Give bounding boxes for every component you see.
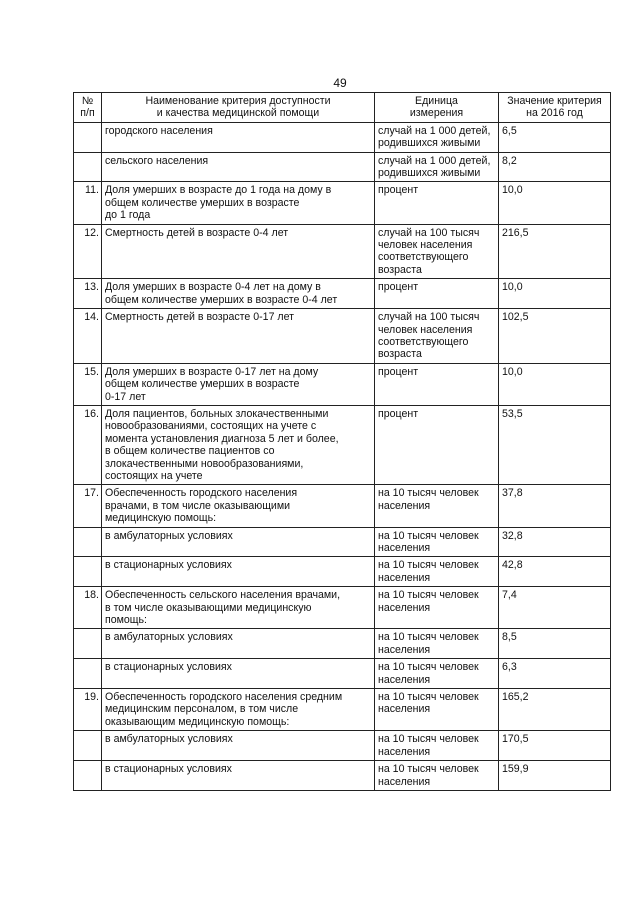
row-number [74,629,102,659]
row-number [74,557,102,587]
criterion-name: Доля умерших в возрасте 0-17 лет на дому общем количестве умерших в возрасте 0-17 лет [102,363,375,405]
criterion-name: в стационарных условиях [102,557,375,587]
row-number [74,152,102,182]
unit-of-measure: на 10 тысяч человек населения [375,689,499,731]
table-row [74,689,611,731]
page-number: 49 [333,76,347,90]
unit-of-measure: на 10 тысяч человек населения [375,485,499,527]
row-number [74,761,102,791]
table-row [74,485,611,527]
unit-of-measure: процент [375,182,499,224]
unit-of-measure: на 10 тысяч человек населения [375,659,499,689]
row-number: 18. [74,587,102,629]
criteria-table [73,92,611,791]
table-row [74,152,611,182]
unit-of-measure: случай на 1 000 детей, родившихся живыми [375,122,499,152]
unit-of-measure: на 10 тысяч человек населения [375,761,499,791]
row-number: 13. [74,279,102,309]
criterion-value: 6,5 [499,122,611,152]
unit-of-measure: на 10 тысяч человек населения [375,527,499,557]
criterion-value: 32,8 [499,527,611,557]
criterion-value: 10,0 [499,363,611,405]
table-row [74,224,611,279]
criterion-value: 102,5 [499,309,611,364]
criterion-name: Доля пациентов, больных злокачественными новообразованиями, состоящих на учете с момента установления диагноза 5 лет и более, в общем количестве пациентов со злокачественными новообразованиями, состоящих на учете [102,405,375,484]
row-number: 14. [74,309,102,364]
table-row [74,279,611,309]
criterion-value: 53,5 [499,405,611,484]
criterion-name: Смертность детей в возрасте 0-4 лет [102,224,375,279]
unit-of-measure: процент [375,279,499,309]
criterion-name: в амбулаторных условиях [102,629,375,659]
row-number: 11. [74,182,102,224]
criterion-value: 170,5 [499,731,611,761]
criterion-value: 42,8 [499,557,611,587]
criterion-value: 37,8 [499,485,611,527]
unit-of-measure: на 10 тысяч человек населения [375,731,499,761]
table-row [74,182,611,224]
criterion-value: 10,0 [499,182,611,224]
row-number [74,659,102,689]
criterion-value: 6,3 [499,659,611,689]
criterion-value: 7,4 [499,587,611,629]
unit-of-measure: на 10 тысяч человек населения [375,557,499,587]
criterion-name: в стационарных условиях [102,761,375,791]
header-num: № п/п [74,93,102,123]
criterion-name: Обеспеченность сельского населения врачами, в том числе оказывающими медицинскую помощь: [102,587,375,629]
unit-of-measure: случай на 100 тысяч человек населения соответствующего возраста [375,309,499,364]
unit-of-measure: процент [375,405,499,484]
criterion-value: 8,2 [499,152,611,182]
table-row [74,557,611,587]
row-number: 19. [74,689,102,731]
row-number: 15. [74,363,102,405]
row-number: 12. [74,224,102,279]
unit-of-measure: на 10 тысяч человек населения [375,629,499,659]
unit-of-measure: случай на 100 тысяч человек населения соответствующего возраста [375,224,499,279]
table-row [74,587,611,629]
criterion-name: Доля умерших в возрасте до 1 года на дому в общем количестве умерших в возрасте до 1 года [102,182,375,224]
criterion-name: сельского населения [102,152,375,182]
unit-of-measure: случай на 1 000 детей, родившихся живыми [375,152,499,182]
criterion-value: 8,5 [499,629,611,659]
criterion-name: в амбулаторных условиях [102,527,375,557]
table-row [74,629,611,659]
table-row [74,659,611,689]
table-row [74,527,611,557]
table-row [74,405,611,484]
table-row [74,761,611,791]
criterion-name: Доля умерших в возрасте 0-4 лет на дому в общем количестве умерших в возрасте 0-4 лет [102,279,375,309]
header-value: Значение критерия на 2016 год [499,93,611,123]
table-row [74,122,611,152]
criterion-name: Обеспеченность городского населения средним медицинским персоналом, в том числе оказывающим медицинскую помощь: [102,689,375,731]
unit-of-measure: на 10 тысяч человек населения [375,587,499,629]
criterion-value: 10,0 [499,279,611,309]
criterion-name: в амбулаторных условиях [102,731,375,761]
criterion-name: городского населения [102,122,375,152]
criterion-name: Обеспеченность городского населения врачами, в том числе оказывающими медицинскую помощь: [102,485,375,527]
row-number [74,122,102,152]
row-number [74,527,102,557]
header-name: Наименование критерия доступности и качества медицинской помощи [102,93,375,123]
criterion-value: 216,5 [499,224,611,279]
table-row [74,363,611,405]
criterion-name: Смертность детей в возрасте 0-17 лет [102,309,375,364]
criterion-name: в стационарных условиях [102,659,375,689]
header-unit: Единица измерения [375,93,499,123]
row-number: 16. [74,405,102,484]
table-row [74,309,611,364]
row-number: 17. [74,485,102,527]
table-row [74,731,611,761]
criterion-value: 159,9 [499,761,611,791]
criterion-value: 165,2 [499,689,611,731]
unit-of-measure: процент [375,363,499,405]
row-number [74,731,102,761]
table-header-row [74,93,611,123]
